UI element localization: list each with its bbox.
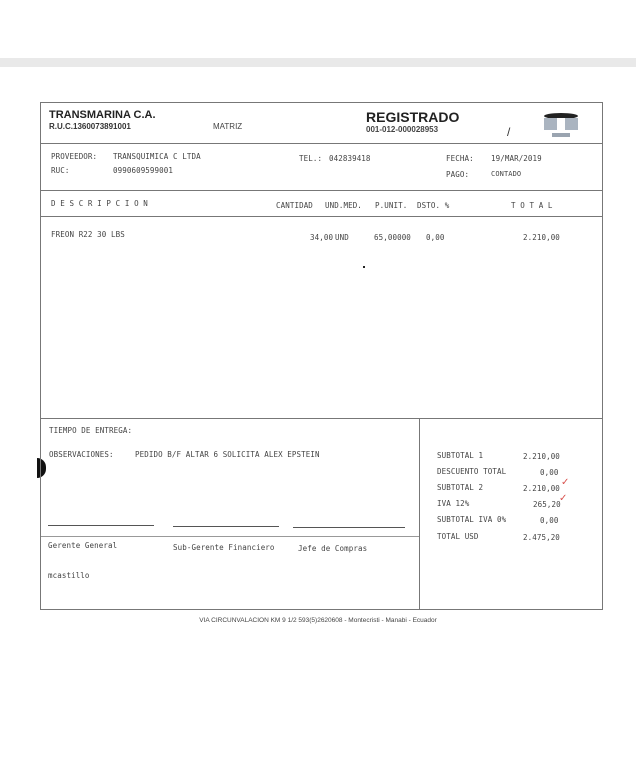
delivery-label: TIEMPO DE ENTREGA:: [49, 426, 133, 435]
payment-value: CONTADO: [491, 170, 522, 178]
bottom-section-divider: [41, 418, 602, 419]
total-usd-value: 2.475,20: [523, 533, 560, 542]
company-name: TRANSMARINA C.A.: [49, 109, 156, 121]
discount-label: DESCUENTO TOTAL: [437, 467, 507, 476]
table-header-divider: [41, 216, 602, 217]
header-divider: [41, 143, 602, 144]
company-logo-icon: [540, 109, 582, 141]
date-value: 19/MAR/2019: [491, 154, 542, 163]
tel-value: 042839418: [329, 154, 371, 163]
provider-name: TRANSQUIMICA C LTDA: [113, 152, 201, 161]
subtotal1-value: 2.210,00: [523, 452, 560, 461]
check-mark-icon: ✓: [561, 477, 570, 488]
col-header-quantity: CANTIDAD: [276, 201, 313, 210]
provider-ruc: 0990609599001: [113, 166, 173, 175]
row-description: FREON R22 30 LBS: [51, 230, 125, 239]
provider-label: PROVEEDOR:: [51, 152, 98, 161]
observations-value: PEDIDO B/F ALTAR 6 SOLICITA ALEX EPSTEIN: [135, 450, 320, 459]
provider-ruc-label: RUC:: [51, 166, 70, 175]
col-header-unit: UND.MED.: [325, 201, 362, 210]
row-unit: UND: [335, 233, 349, 242]
signature-underline: [41, 536, 419, 537]
signature-label-purchasing: Jefe de Compras: [298, 544, 368, 553]
total-usd-label: TOTAL USD: [437, 532, 479, 541]
col-header-unit-price: P.UNIT.: [375, 201, 408, 210]
branch-label: MATRIZ: [213, 122, 243, 131]
supplier-divider: [41, 190, 602, 191]
col-header-total: T O T A L: [511, 201, 553, 210]
row-total: 2.210,00: [523, 233, 560, 242]
check-mark-icon: ✓: [559, 493, 568, 504]
date-label: FECHA:: [446, 154, 474, 163]
subtotal-iva0-label: SUBTOTAL IVA 0%: [437, 515, 507, 524]
row-discount: 0,00: [426, 233, 445, 242]
company-ruc: R.U.C.1360073891001: [49, 122, 131, 131]
observations-label: OBSERVACIONES:: [49, 450, 114, 459]
iva-value: 265,20: [533, 500, 561, 509]
scan-dot: [363, 266, 365, 268]
subtotal2-label: SUBTOTAL 2: [437, 483, 484, 492]
row-unit-price: 65,00000: [374, 233, 411, 242]
col-header-description: D E S C R I P C I O N: [51, 199, 148, 208]
subtotal1-label: SUBTOTAL 1: [437, 451, 484, 460]
signature-line-general-manager: [48, 525, 154, 526]
top-toolbar-strip: [0, 58, 636, 67]
user-name: mcastillo: [48, 571, 90, 580]
iva-label: IVA 12%: [437, 499, 470, 508]
subtotal2-value: 2.210,00: [523, 484, 560, 493]
registered-stamp: REGISTRADO: [366, 109, 460, 125]
document-footer-address: VIA CIRCUNVALACION KM 9 1/2 593(5)2620608 - Montecristi - Manabi - Ecuador: [199, 617, 437, 624]
row-quantity: 34,00: [310, 233, 334, 242]
totals-vertical-divider: [419, 418, 420, 610]
document-number: 001-012-000028953: [366, 125, 439, 134]
col-header-discount: DSTO. %: [417, 201, 450, 210]
pen-mark: /: [507, 125, 511, 139]
signature-label-sub-manager: Sub-Gerente Financiero: [173, 543, 275, 552]
signature-label-general-manager: Gerente General: [48, 541, 118, 550]
signature-line-purchasing: [293, 527, 405, 528]
tel-label: TEL.:: [299, 154, 323, 163]
subtotal-iva0-value: 0,00: [540, 516, 559, 525]
signature-line-sub-manager: [173, 526, 279, 527]
purchase-order-document: [40, 102, 603, 610]
payment-label: PAGO:: [446, 170, 470, 179]
discount-value: 0,00: [540, 468, 559, 477]
